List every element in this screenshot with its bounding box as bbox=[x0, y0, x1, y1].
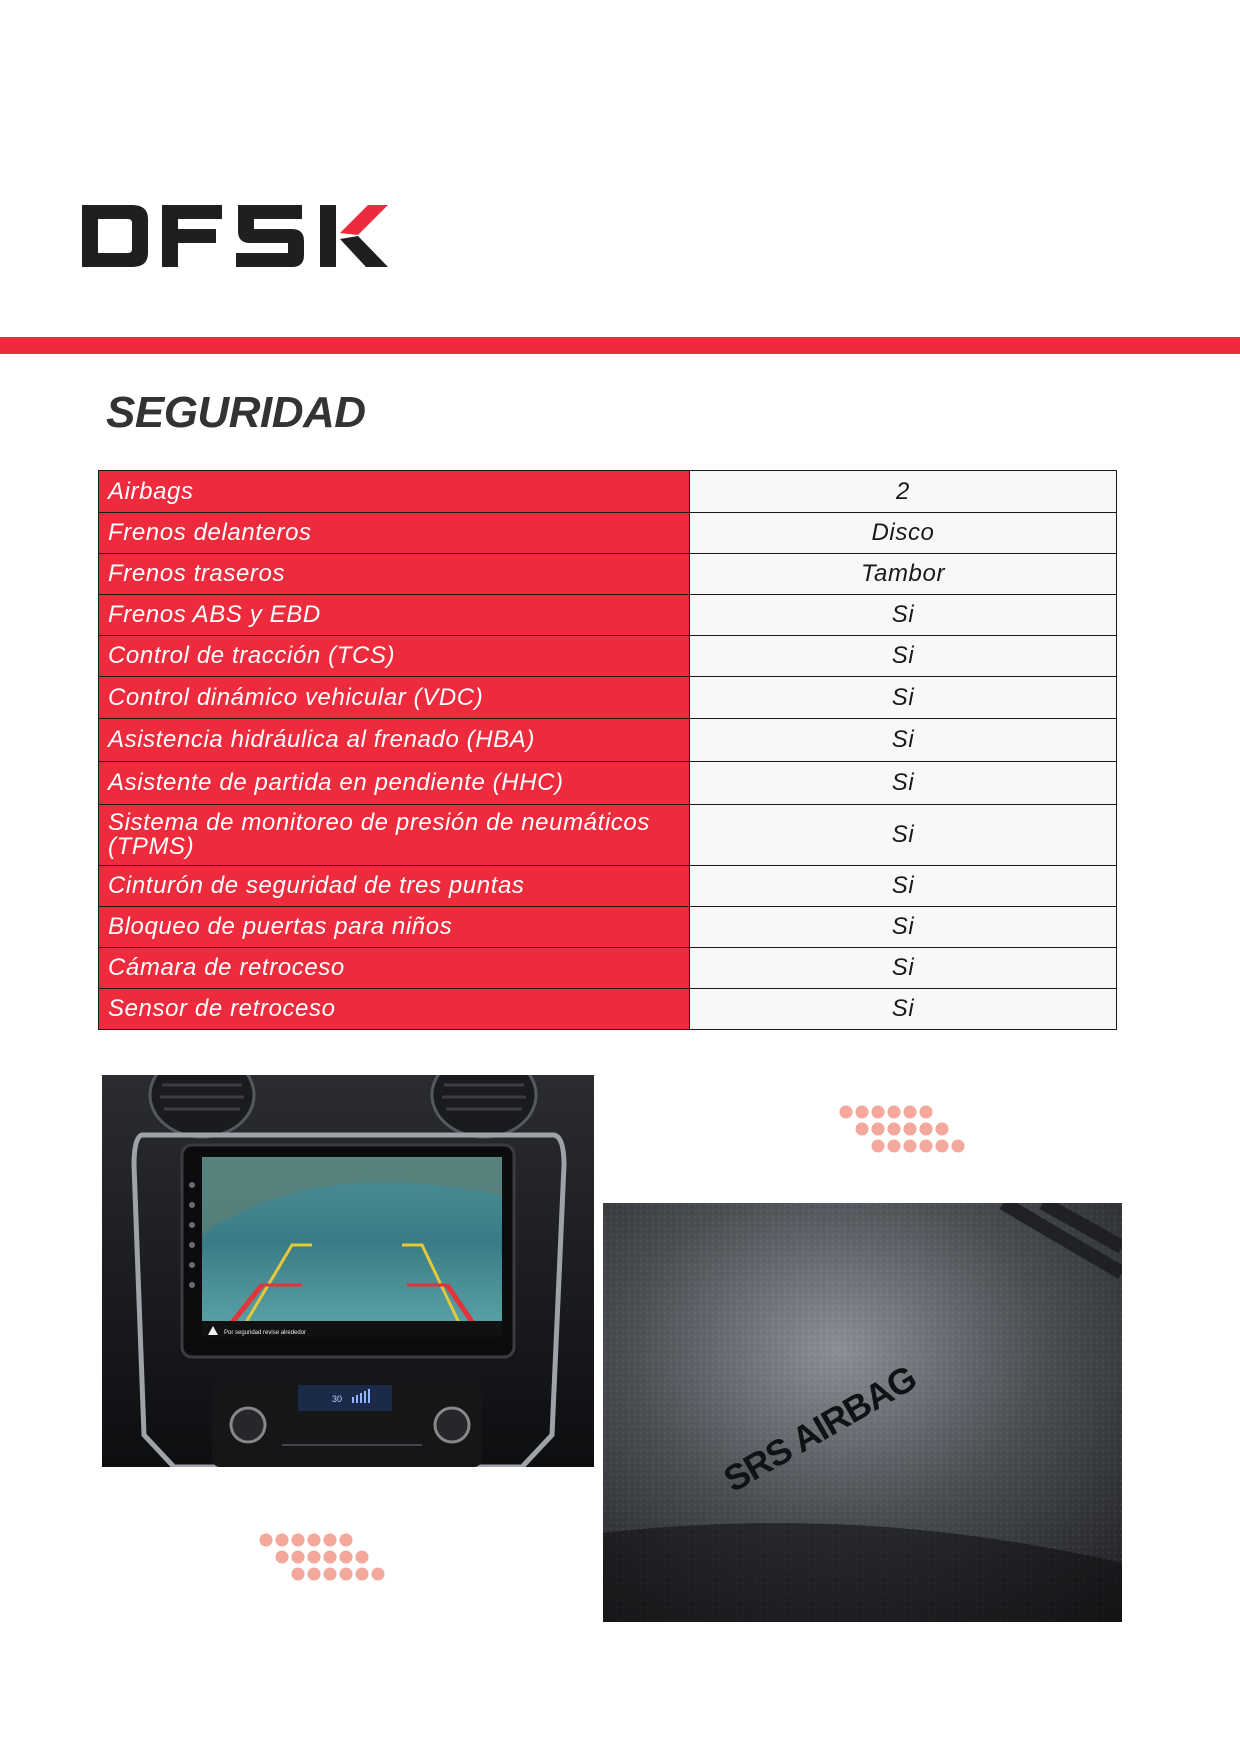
airbag-photo bbox=[603, 1203, 1122, 1622]
spec-value: Si bbox=[690, 805, 1117, 866]
spec-label: Cinturón de seguridad de tres puntas bbox=[99, 866, 690, 907]
table-row bbox=[99, 595, 1117, 636]
spec-label: Asistencia hidráulica al frenado (HBA) bbox=[99, 719, 690, 762]
spec-value: Disco bbox=[690, 513, 1117, 554]
spec-label: Airbags bbox=[99, 471, 690, 513]
table-row bbox=[99, 677, 1117, 719]
spec-value: Si bbox=[690, 677, 1117, 719]
table-row bbox=[99, 513, 1117, 554]
table-row bbox=[99, 866, 1117, 907]
spec-value: Si bbox=[690, 595, 1117, 636]
section-title: SEGURIDAD bbox=[106, 388, 366, 437]
header-divider bbox=[0, 337, 1240, 354]
table-row bbox=[99, 989, 1117, 1030]
spec-value: 2 bbox=[690, 471, 1117, 513]
spec-value: Si bbox=[690, 866, 1117, 907]
table-row bbox=[99, 554, 1117, 595]
decorative-dots-bottom bbox=[256, 1532, 396, 1584]
rear-camera-photo bbox=[102, 1075, 594, 1467]
table-row bbox=[99, 471, 1117, 513]
spec-label: Control dinámico vehicular (VDC) bbox=[99, 677, 690, 719]
spec-label: Sistema de monitoreo de presión de neumáticos (TPMS) bbox=[99, 805, 690, 866]
spec-value: Si bbox=[690, 989, 1117, 1030]
spec-label: Frenos ABS y EBD bbox=[99, 595, 690, 636]
table-row bbox=[99, 762, 1117, 805]
table-row bbox=[99, 805, 1117, 866]
spec-label: Frenos traseros bbox=[99, 554, 690, 595]
spec-label: Control de tracción (TCS) bbox=[99, 636, 690, 677]
srs-airbag-label: SRS AIRBAG bbox=[716, 1357, 923, 1500]
decorative-dots-top bbox=[836, 1104, 976, 1156]
dfsk-logo bbox=[82, 205, 388, 267]
spec-value: Tambor bbox=[690, 554, 1117, 595]
table-row bbox=[99, 907, 1117, 948]
spec-label: Sensor de retroceso bbox=[99, 989, 690, 1030]
spec-value: Si bbox=[690, 719, 1117, 762]
spec-value: Si bbox=[690, 948, 1117, 989]
spec-label: Cámara de retroceso bbox=[99, 948, 690, 989]
table-row bbox=[99, 719, 1117, 762]
table-row bbox=[99, 636, 1117, 677]
safety-spec-table bbox=[98, 470, 1117, 1030]
spec-value: Si bbox=[690, 636, 1117, 677]
spec-value: Si bbox=[690, 907, 1117, 948]
spec-label: Frenos delanteros bbox=[99, 513, 690, 554]
climate-display: 30 bbox=[332, 1394, 343, 1404]
spec-value: Si bbox=[690, 762, 1117, 805]
spec-label: Bloqueo de puertas para niños bbox=[99, 907, 690, 948]
camera-caption: Por seguridad revise alrededor bbox=[224, 1330, 307, 1336]
spec-label: Asistente de partida en pendiente (HHC) bbox=[99, 762, 690, 805]
table-row bbox=[99, 948, 1117, 989]
